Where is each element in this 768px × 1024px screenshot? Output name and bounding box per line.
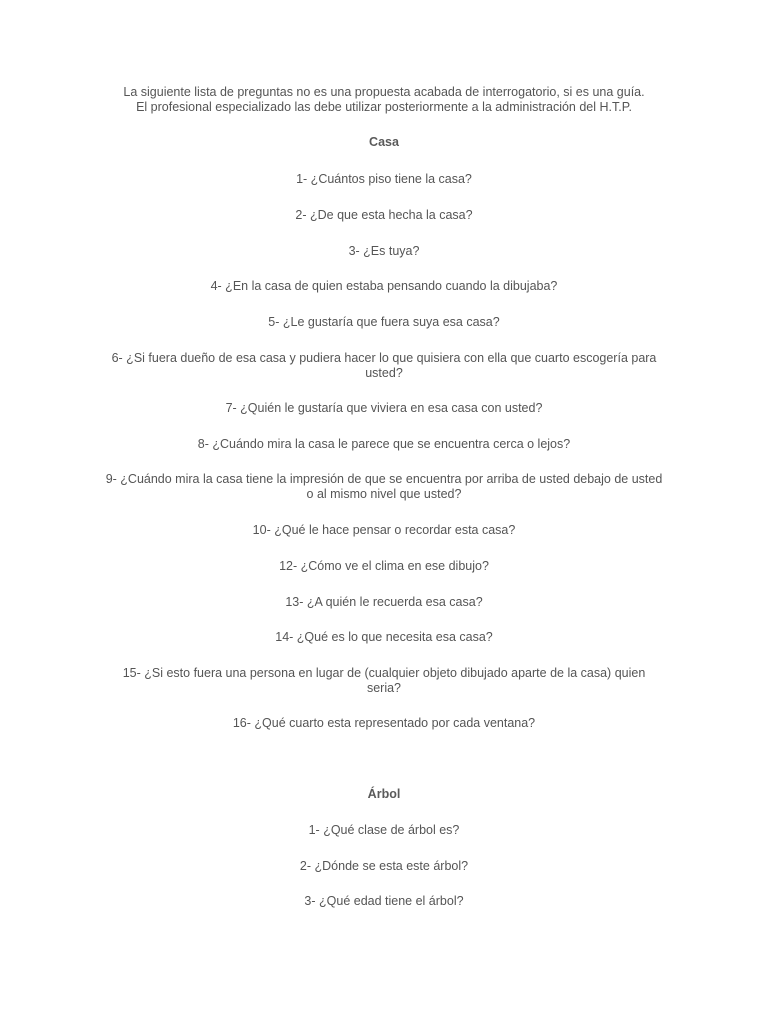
question-casa-10: 10- ¿Qué le hace pensar o recordar esta casa? (252, 523, 516, 537)
intro-line-2: El profesional especializado las debe utilizar posteriormente a la administración del H.T.P. (136, 100, 632, 114)
question-casa-13: 13- ¿A quién le recuerda esa casa? (285, 595, 483, 609)
section-heading-arbol: Árbol (367, 787, 401, 801)
question-casa-7: 7- ¿Quién le gustaría que viviera en esa casa con usted? (225, 401, 543, 415)
intro-paragraph (100, 85, 668, 115)
question-casa-4: 4- ¿En la casa de quien estaba pensando cuando la dibujaba? (210, 279, 558, 293)
question-arbol-2: 2- ¿Dónde se esta este árbol? (299, 859, 469, 873)
question-casa-16: 16- ¿Qué cuarto esta representado por cada ventana? (232, 716, 536, 730)
question-casa-1: 1- ¿Cuántos piso tiene la casa? (296, 172, 472, 186)
question-casa-14: 14- ¿Qué es lo que necesita esa casa? (275, 630, 493, 644)
intro-line-1: La siguiente lista de preguntas no es una propuesta acabada de interrogatorio, si es una guía. (123, 85, 645, 99)
question-casa-3: 3- ¿Es tuya? (348, 244, 420, 258)
question-casa-15: 15- ¿Si esto fuera una persona en lugar de (cualquier objeto dibujado aparte de la casa) quien seria? (122, 666, 646, 695)
question-casa-8: 8- ¿Cuándo mira la casa le parece que se encuentra cerca o lejos? (197, 437, 571, 451)
question-arbol-1: 1- ¿Qué clase de árbol es? (308, 823, 460, 837)
question-arbol-3: 3- ¿Qué edad tiene el árbol? (304, 894, 464, 908)
question-casa-5: 5- ¿Le gustaría que fuera suya esa casa? (268, 315, 500, 329)
question-casa-9: 9- ¿Cuándo mira la casa tiene la impresión de que se encuentra por arriba de usted debajo de usted o al mismo nivel que usted? (105, 472, 663, 501)
question-casa-6: 6- ¿Si fuera dueño de esa casa y pudiera hacer lo que quisiera con ella que cuarto escogería para usted? (111, 351, 657, 380)
section-heading-casa: Casa (369, 135, 399, 149)
question-casa-12: 12- ¿Cómo ve el clima en ese dibujo? (279, 559, 489, 573)
question-casa-2: 2- ¿De que esta hecha la casa? (295, 208, 473, 222)
